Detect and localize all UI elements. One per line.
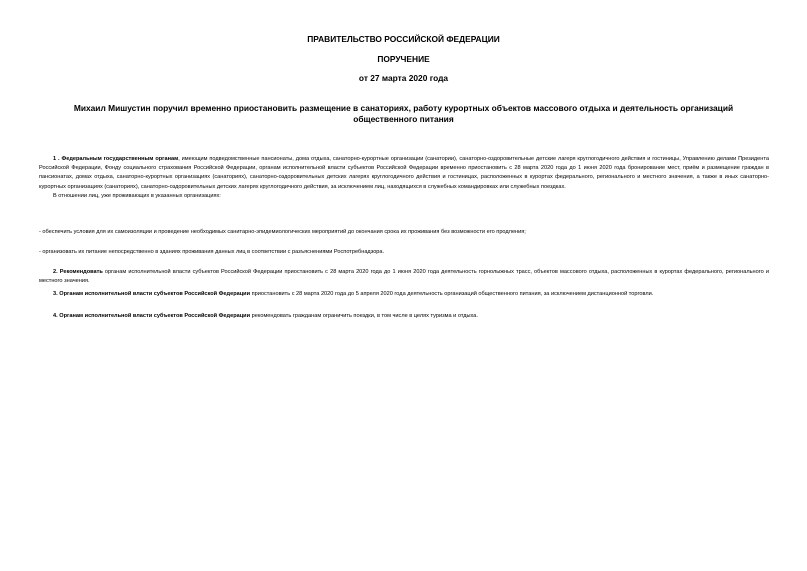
document-headline [60, 103, 747, 125]
paragraph-3-number: 3. [53, 291, 60, 297]
issuing-authority: ПРАВИТЕЛЬСТВО РОССИЙСКОЙ ФЕДЕРАЦИИ [307, 34, 500, 44]
paragraph-2 [39, 268, 769, 286]
paragraph-3-bold: Органам исполнительной власти субъектов Российской Федерации [59, 291, 251, 297]
paragraph-3 [39, 290, 769, 299]
paragraph-3-text: приостановить с 28 марта 2020 года до 5 апреля 2020 года деятельность организаций общественного питания, за исключением дистанционной торговли. [250, 291, 654, 297]
paragraph-1-number: 1 . [53, 156, 62, 162]
paragraph-1-text: , имеющим подведомственные пансионаты, дома отдыха, санаторно-курортные организации (санатории), санаторно-оздоровительные детские лагеря круглогодичного действия и гостиницы, Управлению делами Президента Российской Федерации, Фонду социального страхования Российской Федерации, органам исполнительной власти субъектов Российской Федерации временно приостановить с 28 марта 2020 года до 1 июня 2020 года бронирование мест, приём и размещение граждан в пансионатах, домах отдыха, санаторно-курортных организациях (санаториях), санаторно-оздоровительных детских лагерях круглогодичного действия и гостиницах, расположенных в курортах федерального, регионального и местного значения, а также в иных санаторно-курортных организациях (санаториях), санаторно-оздоровительных детских лагерях круглогодичного действия, за исключением лиц, находящихся в служебных командировках или служебных поездках. [39, 156, 769, 190]
paragraph-2-number: 2. [53, 269, 60, 275]
paragraph-4-text: рекомендовать гражданам ограничить поездки, в том числе в целях туризма и отдыха. [250, 313, 478, 319]
document-type: ПОРУЧЕНИЕ [377, 54, 430, 64]
paragraph-1-item-1: - обеспечить условия для их самоизоляции и проведение необходимых санитарно-эпидемиологических мероприятий до окончания срока их проживания без возможности его продления; [39, 229, 526, 235]
headline-line-1: Михаил Мишустин поручил временно приостановить размещение в санаториях, работу курортных объектов массового отдыха и деятельность организаций [73, 103, 734, 113]
paragraph-1-subtitle: В отношении лиц, уже проживающих в указанных организациях: [53, 192, 221, 199]
paragraph-1-bold: Федеральным государственным органам [61, 156, 179, 162]
paragraph-1-item-2: - организовать их питание непосредственно в зданиях проживания данных лиц в соответствии с разъяснениями Роспотребнадзора. [39, 249, 385, 255]
paragraph-4-bold: Органам исполнительной власти субъектов Российской Федерации [59, 313, 251, 319]
document-date: от 27 марта 2020 года [358, 73, 449, 83]
paragraph-1 [39, 155, 769, 201]
paragraph-4-number: 4. [53, 313, 60, 319]
paragraph-2-bold: Рекомендовать [59, 269, 103, 275]
headline-line-2: общественного питания [353, 114, 454, 124]
paragraph-2-text: органам исполнительной власти субъектов Российской Федерации приостановить с 28 марта 2020 года до 1 июня 2020 года деятельность горнолыжных трасс, объектов массового отдыха, расположенных в курортах федерального, регионального и местного значения. [39, 269, 769, 285]
paragraph-4 [39, 312, 769, 321]
